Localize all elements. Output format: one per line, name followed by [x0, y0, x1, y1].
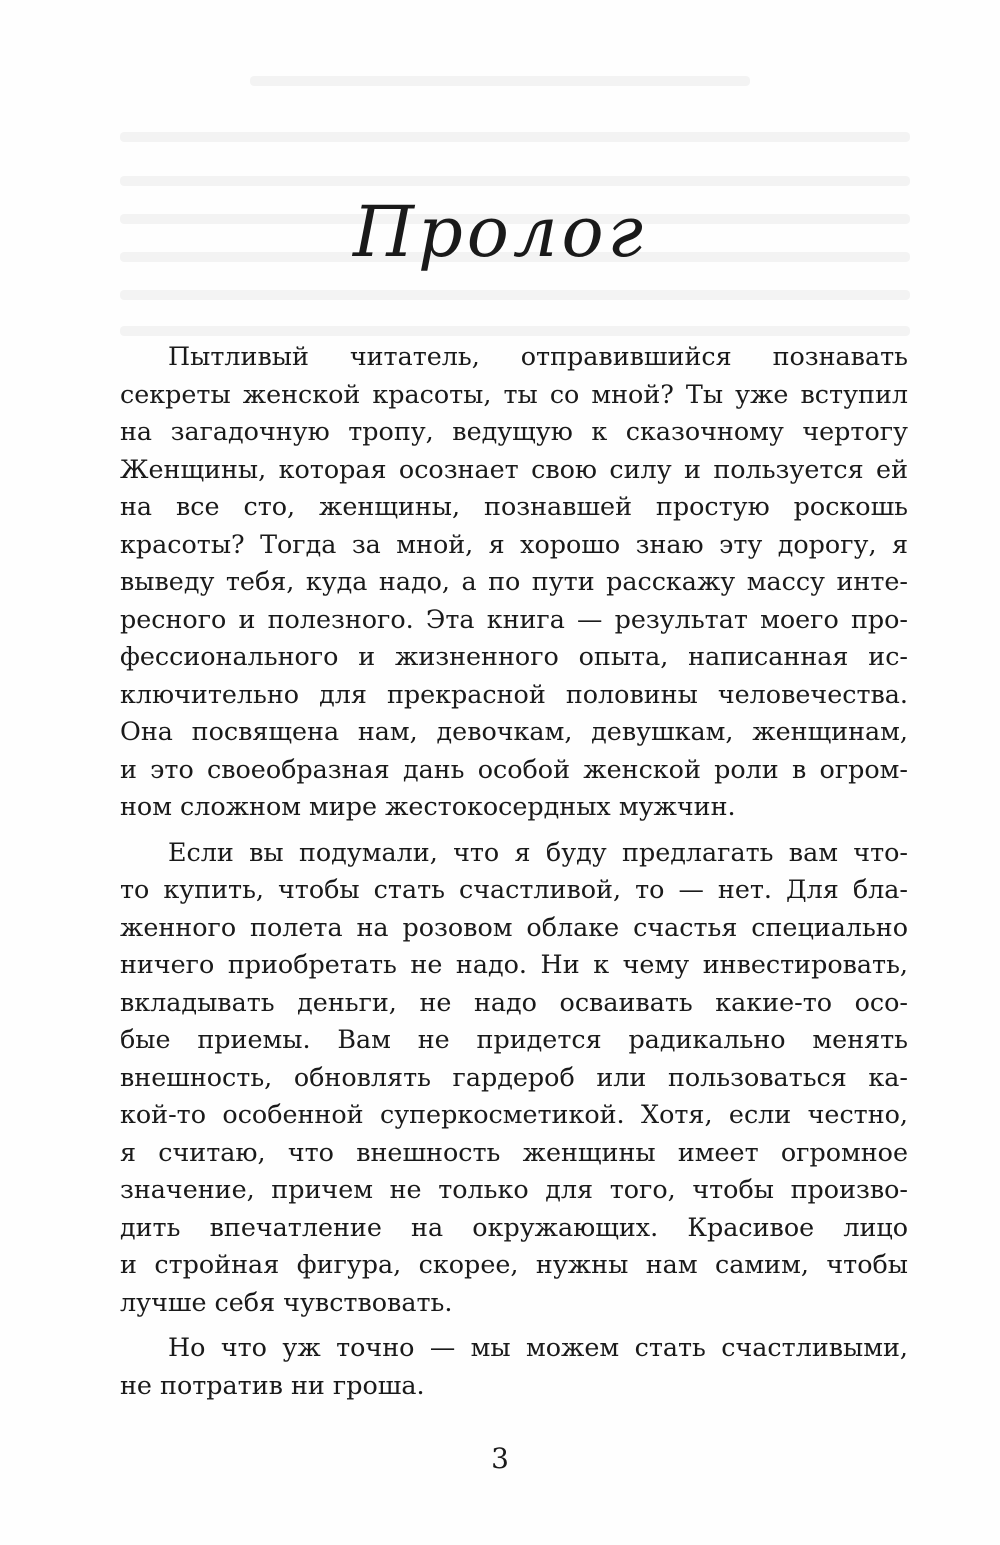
show-through-line — [120, 132, 910, 142]
text-line: лучше себя чувствовать. — [120, 1286, 453, 1317]
text-line: ключительно для прекрасной половины человечества. — [120, 678, 908, 709]
text-line: значение, причем не только для того, чтобы произво- — [120, 1174, 908, 1204]
show-through-line — [120, 326, 910, 336]
text-line: на все сто, женщины, познавшей простую роскошь — [120, 491, 908, 521]
text-line: женного полета на розовом облаке счастья специально — [120, 911, 908, 942]
text-line: я считаю, что внешность женщины имеет огромное — [120, 1136, 908, 1167]
text-line: дить впечатление на окружающих. Красивое лицо — [120, 1211, 908, 1242]
text-line: ресного и полезного. Эта книга — результат моего про- — [120, 603, 908, 634]
paragraph — [120, 1329, 908, 1404]
text-line: и стройная фигура, скорее, нужны нам самим, чтобы — [120, 1249, 908, 1279]
chapter-title: Пролог — [352, 190, 648, 273]
text-line: Пытливый читатель, отправившийся познавать — [168, 341, 908, 371]
text-line: внешность, обновлять гардероб или пользоваться ка- — [120, 1061, 908, 1092]
text-line: бые приемы. Вам не придется радикально менять — [120, 1024, 908, 1054]
show-through-line — [120, 290, 910, 300]
text-line: не потратив ни гроша. — [120, 1369, 425, 1400]
text-line: то купить, чтобы стать счастливой, то — нет. Для бла- — [120, 874, 908, 904]
text-line: красоты? Тогда за мной, я хорошо знаю эту дорогу, я — [120, 528, 908, 559]
text-line: на загадочную тропу, ведущую к сказочному чертогу — [120, 416, 908, 446]
page-number: 3 — [491, 1442, 509, 1475]
text-line: вкладывать деньги, не надо осваивать какие-то осо- — [120, 986, 908, 1017]
show-through-line — [250, 76, 750, 86]
text-line: фессионального и жизненного опыта, написанная ис- — [120, 641, 908, 671]
text-line: Если вы подумали, что я буду предлагать вам что- — [168, 836, 908, 867]
paragraph — [120, 834, 908, 1322]
text-line: Женщины, которая осознает свою силу и пользуется ей — [120, 453, 908, 484]
text-line: Она посвящена нам, девочкам, девушкам, женщинам, — [120, 716, 908, 746]
body-text — [120, 338, 908, 1412]
text-line: ничего приобретать не надо. Ни к чему инвестировать, — [120, 949, 908, 979]
text-line: кой-то особенной суперкосметикой. Хотя, если честно, — [120, 1099, 908, 1129]
text-line: и это своеобразная дань особой женской роли в огром- — [120, 753, 908, 784]
paragraph — [120, 338, 908, 826]
text-line: ном сложном мире жестокосердных мужчин. — [120, 791, 736, 821]
text-line: секреты женской красоты, ты со мной? Ты уже вступил — [120, 378, 908, 409]
text-line: выведу тебя, куда надо, а по пути расскажу массу инте- — [120, 566, 908, 596]
text-line: Но что уж точно — мы можем стать счастливыми, — [168, 1332, 908, 1362]
show-through-line — [120, 176, 910, 186]
